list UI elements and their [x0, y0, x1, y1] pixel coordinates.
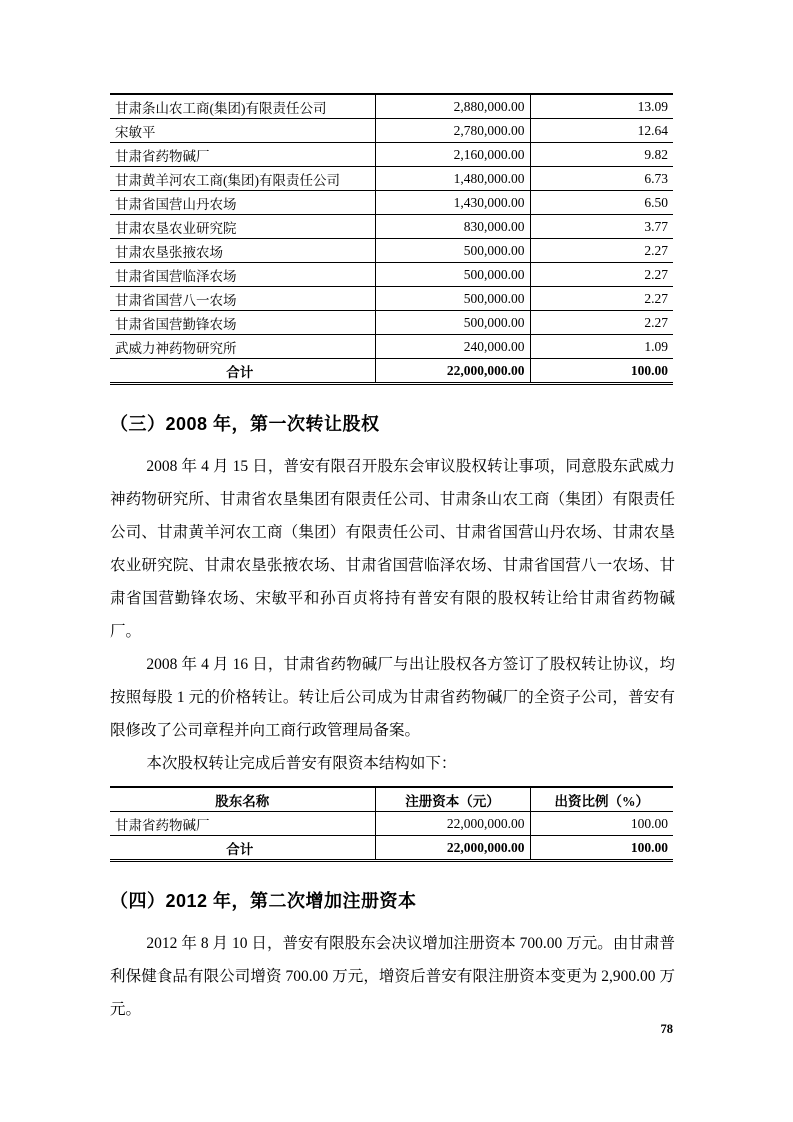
table-row — [110, 335, 673, 359]
capital-ratio: 13.09 — [530, 94, 673, 119]
page-number: 78 — [660, 1022, 673, 1036]
capital-structure-table — [110, 786, 673, 862]
section-3-paragraph-3: 本次股权转让完成后普安有限资本结构如下： — [146, 755, 457, 772]
table-row — [110, 812, 673, 836]
table-row — [110, 239, 673, 263]
table-row — [110, 167, 673, 191]
shareholder-name: 甘肃省国营八一农场 — [110, 287, 375, 311]
table-row — [110, 94, 673, 119]
capital-amount: 500,000.00 — [375, 263, 530, 287]
capital-ratio: 1.09 — [530, 335, 673, 359]
section-3-paragraph-1: 2008 年 4 月 15 日，普安有限召开股东会审议股权转让事项，同意股东武威力神药物研究所、甘肃省农垦集团有限责任公司、甘肃条山农工商（集团）有限责任公司、甘肃黄羊河农工商（集团）有限责任公司、甘肃省国营山丹农场、甘肃农垦农业研究院、甘肃农垦张掖农场、甘肃省国营临泽农场、甘肃省国营八一农场、甘肃省国营勤锋农场、宋敏平和孙百贞将持有普安有限的股权转让给甘肃省药物碱厂。 — [110, 458, 675, 640]
total-amount: 22,000,000.00 — [375, 836, 530, 861]
section-3-heading: （三）2008 年，第一次转让股权 — [110, 414, 380, 434]
table-row — [110, 215, 673, 239]
section-4-paragraph-1: 2012 年 8 月 10 日，普安有限股东会决议增加注册资本 700.00 万元。由甘肃普利保健食品有限公司增资 700.00 万元，增资后普安有限注册资本变更为 2,900.00 万元。 — [110, 935, 675, 1018]
capital-amount: 830,000.00 — [375, 215, 530, 239]
shareholder-name: 甘肃农垦张掖农场 — [110, 239, 375, 263]
shareholder-name: 甘肃省国营山丹农场 — [110, 191, 375, 215]
table-row — [110, 143, 673, 167]
shareholder-capital-table — [110, 93, 673, 385]
section-4-heading: （四）2012 年，第二次增加注册资本 — [110, 891, 417, 911]
header-registered-capital: 注册资本（元） — [375, 787, 530, 812]
shareholder-name: 甘肃黄羊河农工商(集团)有限责任公司 — [110, 167, 375, 191]
capital-amount: 500,000.00 — [375, 239, 530, 263]
table-row — [110, 191, 673, 215]
capital-amount: 2,160,000.00 — [375, 143, 530, 167]
total-label: 合计 — [110, 836, 375, 861]
capital-ratio: 6.73 — [530, 167, 673, 191]
capital-amount: 2,880,000.00 — [375, 94, 530, 119]
total-ratio: 100.00 — [530, 836, 673, 861]
capital-amount: 500,000.00 — [375, 287, 530, 311]
shareholder-name: 甘肃农垦农业研究院 — [110, 215, 375, 239]
capital-amount: 1,430,000.00 — [375, 191, 530, 215]
shareholder-name: 武威力神药物研究所 — [110, 335, 375, 359]
table-row — [110, 263, 673, 287]
capital-ratio: 12.64 — [530, 119, 673, 143]
capital-amount: 1,480,000.00 — [375, 167, 530, 191]
capital-ratio: 2.27 — [530, 311, 673, 335]
capital-ratio: 3.77 — [530, 215, 673, 239]
shareholder-name: 甘肃省药物碱厂 — [110, 143, 375, 167]
table-header-row — [110, 787, 673, 812]
shareholder-name: 甘肃省药物碱厂 — [110, 812, 375, 836]
table-row — [110, 311, 673, 335]
capital-ratio: 2.27 — [530, 287, 673, 311]
table-row — [110, 287, 673, 311]
capital-amount: 22,000,000.00 — [375, 812, 530, 836]
capital-ratio: 100.00 — [530, 812, 673, 836]
capital-amount: 2,780,000.00 — [375, 119, 530, 143]
header-shareholder-name: 股东名称 — [110, 787, 375, 812]
total-amount: 22,000,000.00 — [375, 359, 530, 384]
capital-amount: 240,000.00 — [375, 335, 530, 359]
total-ratio: 100.00 — [530, 359, 673, 384]
table-row — [110, 119, 673, 143]
shareholder-name: 甘肃条山农工商(集团)有限责任公司 — [110, 94, 375, 119]
capital-ratio: 9.82 — [530, 143, 673, 167]
capital-ratio: 6.50 — [530, 191, 673, 215]
header-contribution-ratio: 出资比例（%） — [530, 787, 673, 812]
total-label: 合计 — [110, 359, 375, 384]
section-3-paragraph-2: 2008 年 4 月 16 日，甘肃省药物碱厂与出让股权各方签订了股权转让协议，均按照每股 1 元的价格转让。转让后公司成为甘肃省药物碱厂的全资子公司，普安有限修改了公司章程并向工商行政管理局备案。 — [110, 656, 675, 739]
shareholder-name: 甘肃省国营临泽农场 — [110, 263, 375, 287]
shareholder-name: 宋敏平 — [110, 119, 375, 143]
shareholder-name: 甘肃省国营勤锋农场 — [110, 311, 375, 335]
capital-ratio: 2.27 — [530, 263, 673, 287]
table-total-row — [110, 359, 673, 384]
capital-amount: 500,000.00 — [375, 311, 530, 335]
capital-ratio: 2.27 — [530, 239, 673, 263]
table-total-row — [110, 836, 673, 861]
